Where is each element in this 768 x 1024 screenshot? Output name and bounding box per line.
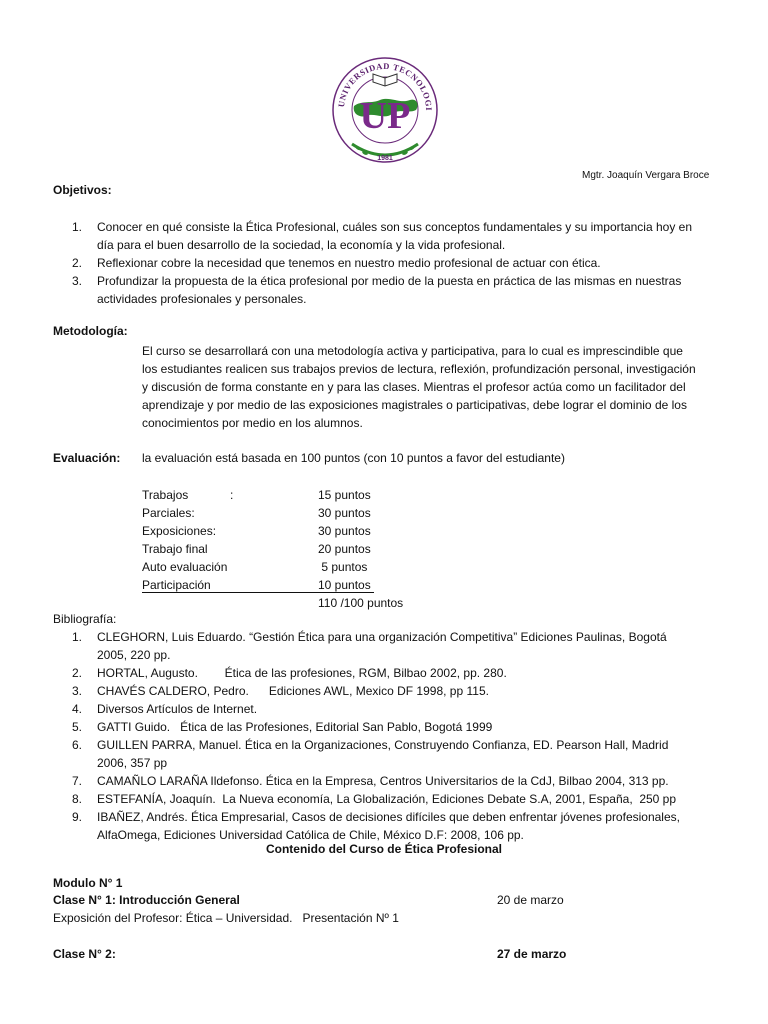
metodologia-paragraph — [142, 342, 722, 432]
row-label: Trabajo final — [142, 542, 208, 556]
evaluacion-heading: Evaluación: — [53, 451, 121, 465]
list-line: GUILLEN PARRA, Manuel. Ética en la Organizaciones, Construyendo Confianza, ED. Pearson Hall, Madrid — [97, 738, 669, 752]
list-line: Profundizar la propuesta de la ética profesional por medio de la puesta en práctica de las mismas en nuestras — [97, 274, 682, 288]
paragraph-line: conocimientos por medio en los alumnos. — [142, 416, 363, 430]
list-number: 5. — [72, 720, 83, 734]
list-number: 1. — [72, 220, 83, 234]
list-number: 3. — [72, 684, 83, 698]
objetivos-heading: Objetivos: — [53, 183, 112, 197]
metodologia-heading: Metodología: — [53, 324, 128, 338]
list-number: 2. — [72, 666, 83, 680]
list-number: 6. — [72, 738, 83, 752]
list-number: 1. — [72, 630, 83, 644]
row-value: 20 puntos — [318, 542, 371, 556]
list-line: 2006, 357 pp — [97, 756, 168, 770]
row-label: Trabajos — [142, 488, 189, 502]
clase1-date: 20 de marzo — [497, 893, 564, 907]
list-item — [72, 808, 720, 844]
list-item — [72, 772, 720, 790]
list-item — [72, 790, 720, 808]
list-item — [72, 218, 720, 254]
row-value: 5 puntos — [318, 560, 368, 574]
list-line: CAMAÑLO LARAÑA Ildefonso. Ética en la Empresa, Centros Universitarios de la CdJ, Bilbao 2004, 313 pp. — [97, 774, 669, 788]
row-value: 15 puntos — [318, 488, 371, 502]
clase2-heading: Clase N° 2: — [53, 947, 116, 961]
table-row — [0, 504, 768, 522]
row-colon: : — [230, 488, 234, 502]
clase1-detail: Exposición del Profesor: Ética – Universidad. Presentación Nº 1 — [53, 911, 399, 925]
row-label: Participación — [142, 578, 211, 592]
row-value: 30 puntos — [318, 524, 371, 538]
list-item — [72, 628, 720, 664]
list-number: 4. — [72, 702, 83, 716]
objetivos-list — [72, 218, 720, 308]
list-line: Diversos Artículos de Internet. — [97, 702, 258, 716]
list-line: AlfaOmega, Ediciones Universidad Católica de Chile, México D.F: 2008, 106 pp. — [97, 828, 524, 842]
paragraph-line: los estudiantes realicen sus trabajos previos de lectura, reflexión, profundización personal, investigación — [142, 362, 696, 376]
list-item — [72, 254, 720, 272]
row-label: Auto evaluación — [142, 560, 228, 574]
row-label: Parciales: — [142, 506, 195, 520]
list-line: CLEGHORN, Luis Eduardo. “Gestión Ética para una organización Competitiva” Ediciones Paulinas, Bogotá — [97, 630, 667, 644]
table-row — [0, 576, 768, 594]
list-number: 9. — [72, 810, 83, 824]
logo-initials: UP — [359, 95, 411, 137]
table-row — [0, 540, 768, 558]
logo-year: 1981 — [377, 155, 393, 162]
list-line: GATTI Guido. Ética de las Profesiones, Editorial San Pablo, Bogotá 1999 — [97, 720, 493, 734]
evaluacion-intro: la evaluación está basada en 100 puntos (con 10 puntos a favor del estudiante) — [142, 451, 565, 465]
contenido-title: Contenido del Curso de Ética Profesional — [265, 842, 503, 856]
author-name: Mgtr. Joaquín Vergara Broce — [582, 170, 710, 181]
list-number: 3. — [72, 274, 83, 288]
bibliografia-list — [72, 628, 720, 844]
table-row — [0, 522, 768, 540]
list-item — [72, 272, 720, 308]
list-line: Reflexionar cobre la necesidad que tenemos en nuestro medio profesional de actuar con ética. — [97, 256, 601, 270]
list-line: Conocer en qué consiste la Ética Profesional, cuáles son sus conceptos fundamentales y su importancia hoy en — [97, 220, 693, 234]
evaluacion-table — [0, 486, 768, 612]
table-row — [0, 486, 768, 504]
paragraph-line: El curso se desarrollará con una metodología activa y participativa, para lo cual es imprescindible que — [142, 344, 683, 358]
table-row — [0, 558, 768, 576]
total-value: 110 /100 puntos — [318, 596, 404, 610]
list-line: día para el buen desarrollo de la sociedad, la economía y la vida profesional. — [97, 238, 506, 252]
list-number: 7. — [72, 774, 83, 788]
list-item — [72, 736, 720, 772]
bibliografia-heading: Bibliografía: — [53, 612, 117, 626]
list-line: HORTAL, Augusto. Ética de las profesiones, RGM, Bilbao 2002, pp. 280. — [97, 666, 507, 680]
clase1-heading: Clase N° 1: Introducción General — [53, 893, 240, 907]
clase2-date: 27 de marzo — [497, 947, 567, 961]
paragraph-line: aprendizaje y por medio de las exposiciones magistrales o participativas, debe lograr el dominio de los — [142, 398, 687, 412]
row-label: Exposiciones: — [142, 524, 217, 538]
logo-ring-text: UNIVERSIDAD TECNOLOGI — [336, 60, 435, 112]
list-number: 2. — [72, 256, 83, 270]
list-item — [72, 682, 720, 700]
list-line: ESTEFANÍA, Joaquín. La Nueva economía, La Globalización, Ediciones Debate S.A, 2001, España, 250 pp — [97, 792, 677, 806]
table-total-row — [0, 594, 768, 612]
list-line: CHAVÉS CALDERO, Pedro. Ediciones AWL, Mexico DF 1998, pp 115. — [97, 684, 489, 698]
list-item — [72, 700, 720, 718]
list-number: 8. — [72, 792, 83, 806]
row-value: 10 puntos — [318, 578, 371, 592]
list-line: actividades profesionales y personales. — [97, 292, 307, 306]
list-line: IBAÑEZ, Andrés. Ética Empresarial, Casos de decisiones difíciles que deben enfrentar jóvenes profesionales, — [97, 810, 680, 824]
university-logo — [330, 48, 440, 168]
paragraph-line: y discusión de forma constante en y para las clases. Mientras el profesor actúa como un facilitador del — [142, 380, 686, 394]
list-item — [72, 718, 720, 736]
total-divider — [142, 592, 374, 593]
modulo-heading: Modulo N° 1 — [53, 876, 123, 890]
list-item — [72, 664, 720, 682]
list-line: 2005, 220 pp. — [97, 648, 171, 662]
row-value: 30 puntos — [318, 506, 371, 520]
